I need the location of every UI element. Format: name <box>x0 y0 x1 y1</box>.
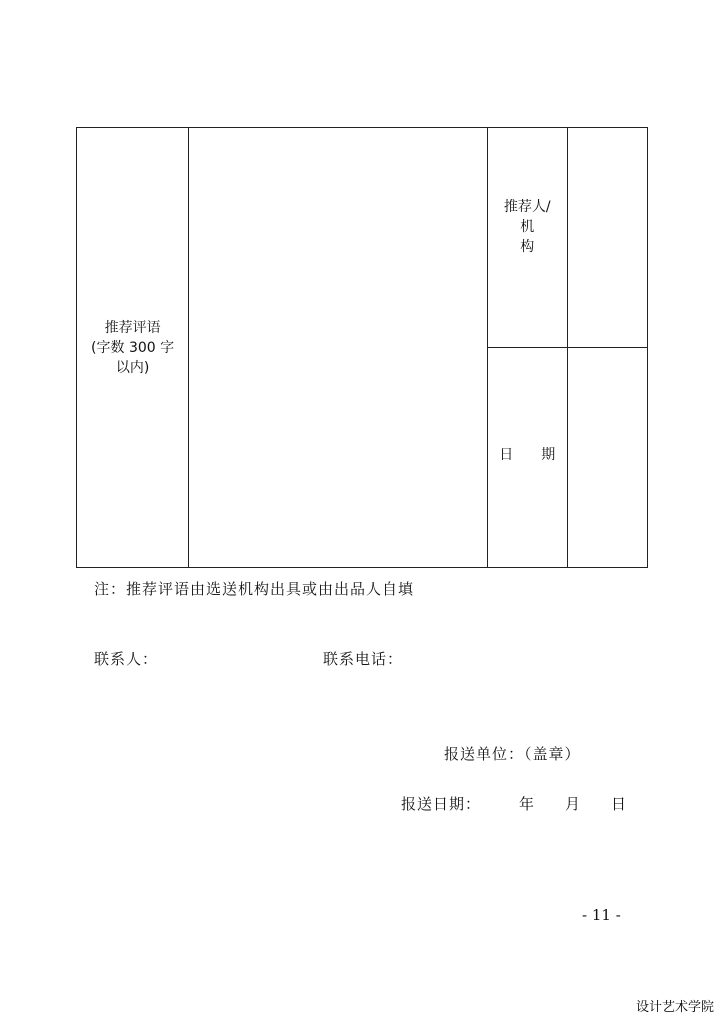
contact-phone-label: 联系电话： <box>323 650 404 668</box>
contact-person-label: 联系人： <box>94 650 159 668</box>
day-label: 日 <box>611 795 628 813</box>
recommendation-label: 推荐评语 (字数 300 字 以内) <box>91 319 175 376</box>
month-label: 月 <box>565 795 582 813</box>
year-label: 年 <box>519 795 536 813</box>
recommender-value-field[interactable] <box>567 128 647 348</box>
date-label-cell <box>487 348 567 568</box>
form-note: 注：推荐评语由选送机构出具或由出品人自填 <box>94 580 415 598</box>
page-number: - 11 - <box>582 906 621 924</box>
recommendation-text-field[interactable] <box>189 128 488 568</box>
date-value-field[interactable] <box>567 348 647 568</box>
recommendation-label-cell <box>77 128 189 568</box>
watermark-text: 设计艺术学院 <box>635 1000 714 1015</box>
submission-date-line <box>401 793 627 814</box>
recommender-label-cell <box>487 128 567 348</box>
recommendation-form-table <box>76 127 648 568</box>
submission-date-label: 报送日期： <box>401 795 482 813</box>
recommender-label: 推荐人/ 机 构 <box>503 198 551 255</box>
date-label: 日 期 <box>499 446 556 463</box>
submission-unit-label: 报送单位：（盖章） <box>444 745 581 763</box>
